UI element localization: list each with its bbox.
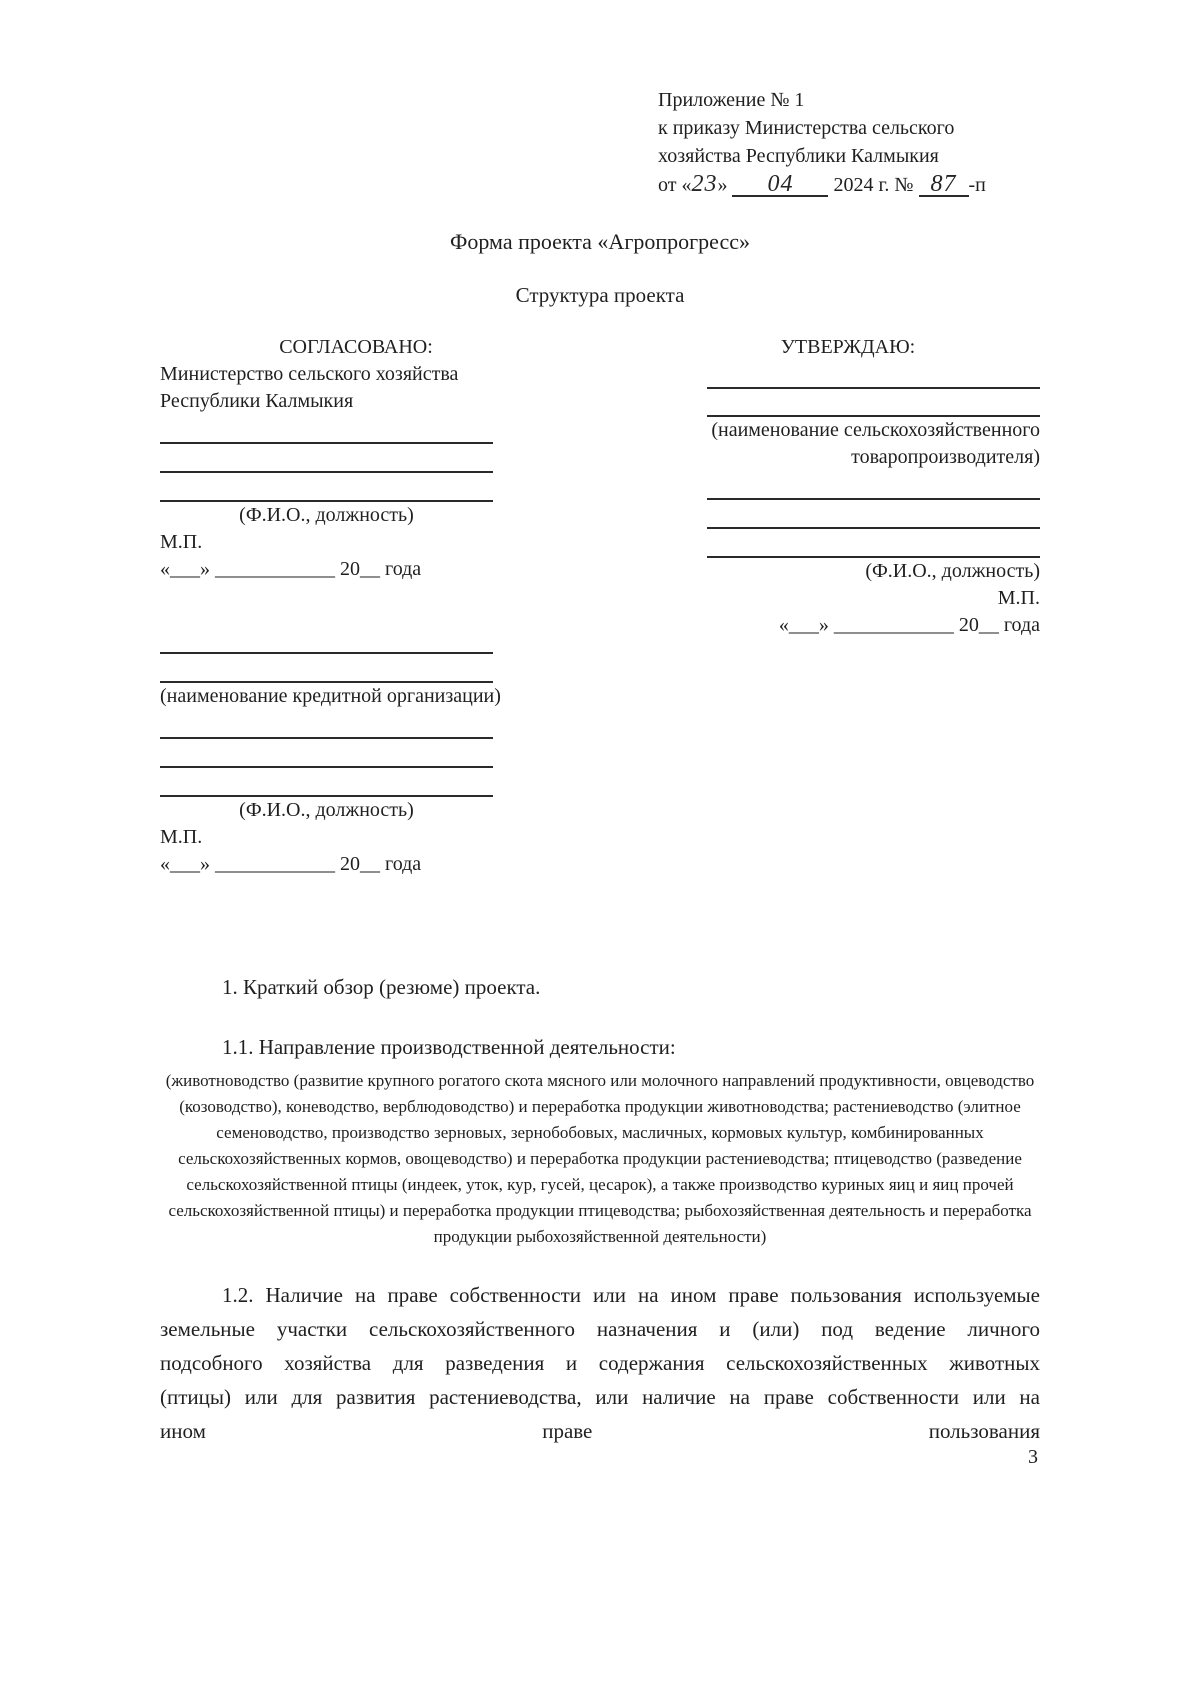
number-suffix: -п — [968, 174, 986, 196]
signature-line — [160, 473, 493, 502]
handwritten-order-number: 87 — [930, 171, 957, 197]
approved-signature-lines-bottom — [707, 471, 1040, 558]
signature-line — [160, 739, 493, 768]
agreed-org-line-1: Министерство сельского хозяйства — [160, 363, 459, 385]
signature-line — [160, 654, 493, 683]
signature-line — [160, 625, 493, 654]
month-blank — [732, 171, 828, 197]
year-text: 2024 г. № — [833, 174, 914, 196]
agreed-signature-lines — [160, 415, 493, 502]
number-blank — [919, 171, 969, 197]
mp-stamp-label: М.П. — [997, 587, 1040, 609]
document-body — [160, 972, 1040, 1448]
document-content — [160, 86, 1040, 1448]
signature-line — [160, 415, 493, 444]
date-blank-line: «___» ____________ 20__ года — [160, 853, 422, 875]
approved-signature-lines-top — [707, 361, 1040, 417]
quote-close: » — [717, 174, 728, 196]
fio-caption: (Ф.И.О., должность) — [239, 799, 414, 821]
handwritten-month: 04 — [767, 171, 794, 197]
activity-directions-note: (животноводство (развитие крупного рогатого скота мясного или молочного направлений продуктивности, овцеводство (козоводство), коневодство, верблюдоводство) и переработка продукции животноводства; растениеводство (элитное семеноводство, производство зерновых, зернобобовых, масличных, кормовых культур, комбинированных сельскохозяйственных кормов, овощеводство) и переработка продукции растениеводства; птицеводство (разведение сельскохозяйственной птицы (индеек, уток, кур, гусей, цесарок), а также производство куриных яиц и яиц прочей сельскохозяйственной птицы) и переработка продукции птицеводства; рыбохозяйственная деятельность и переработка продукции рыбохозяйственной деятельности) — [165, 1071, 1035, 1246]
credit-org-block — [160, 625, 552, 878]
signature-line — [707, 500, 1040, 529]
signature-line — [160, 710, 493, 739]
credit-signature-lines-top — [160, 625, 493, 683]
mp-stamp-label: М.П. — [160, 531, 203, 553]
appendix-header — [658, 86, 1040, 199]
section-1-1-heading: 1.1. Направление производственной деятельности: — [222, 1035, 676, 1059]
signature-line — [160, 768, 493, 797]
order-line-2: хозяйства Республики Калмыкия — [658, 145, 939, 167]
appendix-line: Приложение № 1 — [658, 89, 805, 111]
form-title: Форма проекта «Агропрогресс» — [450, 229, 750, 254]
mp-stamp-label: М.П. — [160, 826, 203, 848]
date-prefix: от « — [658, 174, 692, 196]
structure-subtitle: Структура проекта — [515, 283, 685, 307]
handwritten-day: 23 — [691, 171, 718, 197]
date-blank-line: «___» ____________ 20__ года — [778, 614, 1040, 636]
producer-caption-line-2: товаропроизводителя) — [851, 446, 1040, 468]
section-1-2-paragraph: 1.2. Наличие на праве собственности или на ином праве пользования используемые земельные участки сельскохозяйственного назначения и (или) под ведение личного подсобного хозяйства для разведения и содержания сельскохозяйственных животных (птицы) или для развития растениеводства, или наличие на праве собственности или на ином праве пользования — [160, 1283, 1040, 1443]
signature-line — [707, 529, 1040, 558]
fio-caption: (Ф.И.О., должность) — [239, 504, 414, 526]
agreed-org-line-2: Республики Калмыкия — [160, 390, 354, 412]
signature-columns — [160, 334, 1040, 878]
order-line-1: к приказу Министерства сельского — [658, 117, 955, 139]
credit-signature-lines-bottom — [160, 710, 493, 797]
fio-caption: (Ф.И.О., должность) — [865, 560, 1040, 582]
producer-caption-line-1: (наименование сельскохозяйственного — [711, 419, 1040, 441]
agreed-label: СОГЛАСОВАНО: — [279, 336, 433, 358]
order-date-line — [658, 170, 1040, 199]
approved-label: УТВЕРЖДАЮ: — [780, 336, 916, 358]
agreed-block — [160, 334, 552, 878]
page-number: 3 — [1028, 1446, 1038, 1468]
approved-block — [656, 334, 1040, 878]
signature-line — [707, 389, 1040, 417]
section-1-heading: 1. Краткий обзор (резюме) проекта. — [222, 975, 541, 999]
signature-line — [707, 361, 1040, 389]
credit-org-caption: (наименование кредитной организации) — [160, 685, 501, 707]
signature-line — [160, 444, 493, 473]
signature-line — [707, 471, 1040, 500]
date-blank-line: «___» ____________ 20__ года — [160, 558, 422, 580]
